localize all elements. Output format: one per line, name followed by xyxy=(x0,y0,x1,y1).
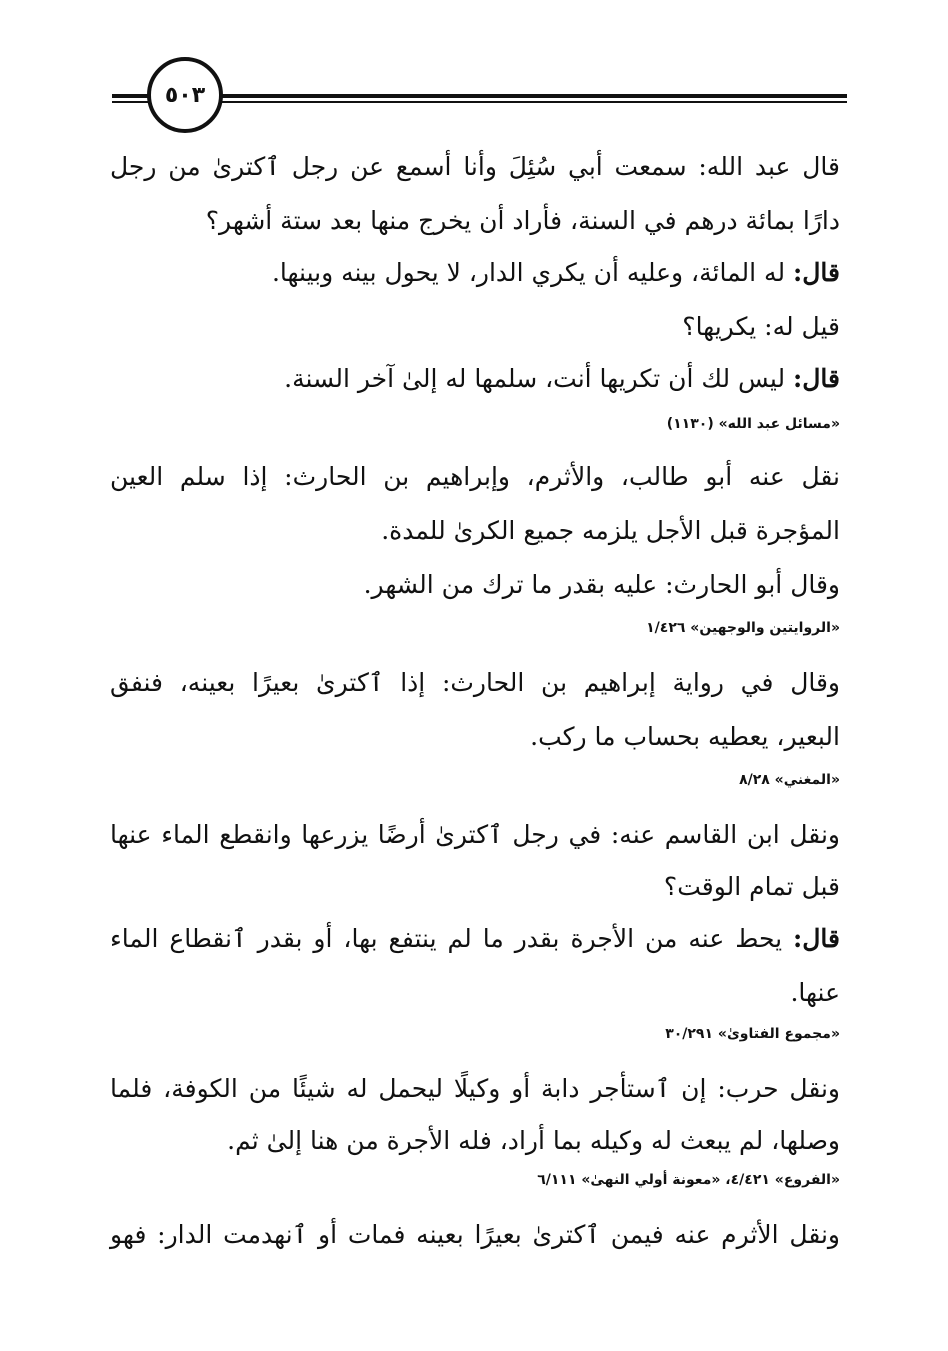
text-line: وصلها، لم يبعث له وكيله بما أراد، فله الأجرة من هنا إلىٰ ثم. xyxy=(227,1126,840,1155)
source-citation: «الفروع» ٤/٤٢١، «معونة أولي النهىٰ» ٦/١١١ xyxy=(537,1172,840,1188)
source-citation: «المغني» ٨/٢٨ xyxy=(739,772,840,788)
text-line: ونقل حرب: إن ٱستأجر دابة أو وكيلًا ليحمل له شيئًا من الكوفة، فلما xyxy=(110,1074,840,1103)
qal-label: قال: xyxy=(793,924,840,953)
source-citation: «مسائل عبد الله» (١١٣٠) xyxy=(666,416,840,432)
source-citation: «مجموع الفتاوىٰ» ٣٠/٢٩١ xyxy=(665,1026,840,1042)
text-line: وقال أبو الحارث: عليه بقدر ما ترك من الشهر. xyxy=(363,570,840,599)
text-line: قيل له: يكريها؟ xyxy=(682,312,840,341)
text-line: نقل عنه أبو طالب، والأثرم، وإبراهيم بن الحارث: إذا سلم العين xyxy=(110,462,840,491)
text-line: ونقل الأثرم عنه فيمن ٱكترىٰ بعيرًا بعينه فمات أو ٱنهدمت الدار: فهو xyxy=(110,1220,840,1249)
text-line: قال: يحط عنه من الأجرة بقدر ما لم ينتفع بها، أو بقدر ٱنقطاع الماء xyxy=(110,924,840,953)
text-line: ونقل ابن القاسم عنه: في رجل ٱكترىٰ أرضًا يزرعها وانقطع الماء عنها xyxy=(110,820,840,849)
text-line: وقال في رواية إبراهيم بن الحارث: إذا ٱكترىٰ بعيرًا بعينه، فنفق xyxy=(110,668,840,697)
text-line: عنها. xyxy=(790,978,840,1007)
source-citation: «الروايتين والوجهين» ١/٤٢٦ xyxy=(646,620,840,636)
text-line: المؤجرة قبل الأجل يلزمه جميع الكرىٰ للمدة. xyxy=(381,516,840,545)
text-line: دارًا بمائة درهم في السنة، فأراد أن يخرج منها بعد ستة أشهر؟ xyxy=(205,206,840,235)
text-line: قال عبد الله: سمعت أبي سُئِلَ وأنا أسمع عن رجل ٱكترىٰ من رجل xyxy=(110,152,840,181)
text-line: قبل تمام الوقت؟ xyxy=(663,872,840,901)
text-line: قال: ليس لك أن تكريها أنت، سلمها له إلىٰ آخر السنة. xyxy=(284,364,840,393)
qal-label: قال: xyxy=(793,364,840,393)
qal-label: قال: xyxy=(793,258,840,287)
text-line: قال: له المائة، وعليه أن يكري الدار، لا يحول بينه وبينها. xyxy=(271,258,840,287)
page-number-badge xyxy=(147,57,223,133)
text-line: البعير، يعطيه بحساب ما ركب. xyxy=(530,722,840,751)
page-number: ٥٠٣ xyxy=(164,82,206,108)
